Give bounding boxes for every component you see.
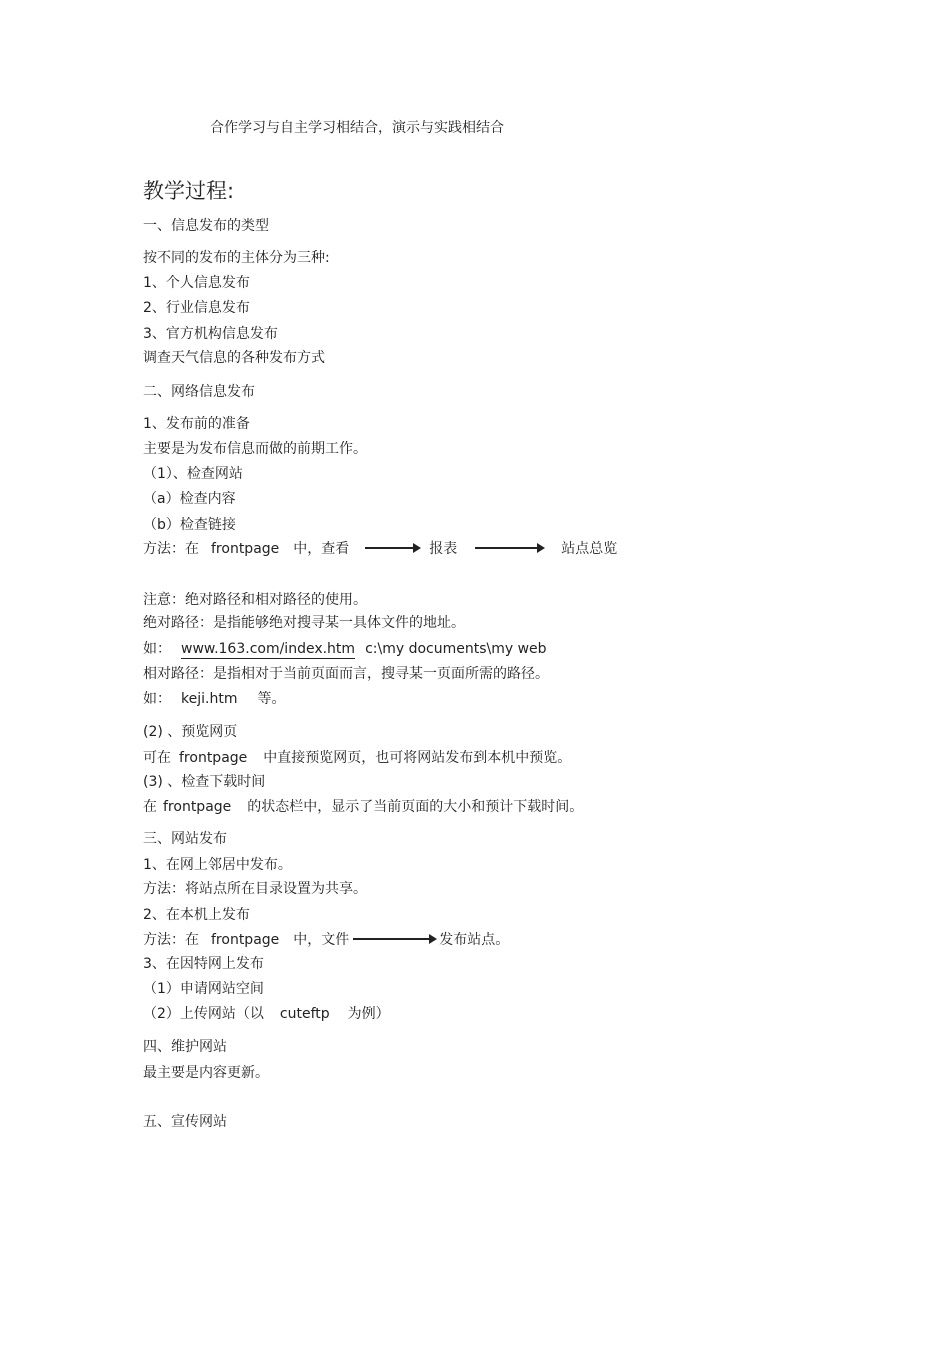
preview-prefix: 可在 xyxy=(143,750,171,766)
section-1-item-1: 1、个人信息发布 xyxy=(143,275,250,291)
download-title: (3) 、检查下载时间 xyxy=(143,774,266,790)
example-file: keji.htm xyxy=(181,691,238,707)
check-links: （b）检查链接 xyxy=(143,517,236,533)
method-line-2 xyxy=(143,931,509,949)
preview-desc xyxy=(143,749,571,767)
section-2-sub-1: 1、发布前的准备 xyxy=(143,416,250,432)
section-3-sub-3: 3、在因特网上发布 xyxy=(143,956,264,972)
download-desc xyxy=(143,798,583,816)
absolute-path-example xyxy=(143,640,547,658)
method-file: 中，文件 xyxy=(293,932,350,948)
section-1-item-3: 3、官方机构信息发布 xyxy=(143,326,278,342)
example-suffix: 等。 xyxy=(257,691,286,707)
upload-site xyxy=(143,1005,390,1023)
page-heading: 教学过程: xyxy=(143,179,235,203)
apply-space: （1）申请网站空间 xyxy=(143,981,264,997)
path-note: 注意：绝对路径和相对路径的使用。 xyxy=(143,592,367,608)
section-3-sub-1: 1、在网上邻居中发布。 xyxy=(143,857,292,873)
cuteftp-term: cuteftp xyxy=(279,1006,330,1022)
example-url: www.163.com/index.htm xyxy=(181,641,356,657)
frontpage-term: frontpage xyxy=(179,750,248,766)
method-view: 中，查看 xyxy=(293,541,350,557)
section-1-intro: 按不同的发布的主体分为三种: xyxy=(143,250,330,266)
site-overview-label: 站点总览 xyxy=(561,541,618,557)
section-3-title: 三、网站发布 xyxy=(143,831,227,847)
section-2-title: 二、网络信息发布 xyxy=(143,384,255,400)
arrow-right-icon xyxy=(365,547,419,549)
upload-suffix: 为例） xyxy=(347,1006,390,1022)
download-prefix: 在 xyxy=(143,799,157,815)
section-4-title: 四、维护网站 xyxy=(143,1039,227,1055)
example-local-path: c:\my documents\my web xyxy=(365,641,547,657)
download-rest: 的状态栏中，显示了当前页面的大小和预计下载时间。 xyxy=(247,799,584,815)
section-3-sub-2: 2、在本机上发布 xyxy=(143,907,250,923)
frontpage-term: frontpage xyxy=(211,541,280,557)
frontpage-term: frontpage xyxy=(211,932,280,948)
arrow-right-icon xyxy=(475,547,543,549)
upload-prefix: （2）上传网站（以 xyxy=(143,1006,264,1022)
preview-title: (2) 、预览网页 xyxy=(143,724,238,740)
publish-site-label: 发布站点。 xyxy=(439,932,510,948)
method-line-1 xyxy=(143,540,617,558)
teaching-method-line: 合作学习与自主学习相结合，演示与实践相结合 xyxy=(210,120,504,136)
section-1-task: 调查天气信息的各种发布方式 xyxy=(143,350,325,366)
report-label: 报表 xyxy=(429,541,458,557)
method-label: 方法：在 xyxy=(143,932,199,948)
section-2-sub-1-desc: 主要是为发布信息而做的前期工作。 xyxy=(143,441,367,457)
relative-path-example xyxy=(143,690,285,708)
section-1-title: 一、信息发布的类型 xyxy=(143,218,269,234)
frontpage-term: frontpage xyxy=(163,799,232,815)
check-site: （1）、检查网站 xyxy=(143,466,243,482)
check-content: （a）检查内容 xyxy=(143,491,236,507)
absolute-path-def: 绝对路径：是指能够绝对搜寻某一具体文件的地址。 xyxy=(143,615,465,631)
section-1-item-2: 2、行业信息发布 xyxy=(143,300,250,316)
section-4-desc: 最主要是内容更新。 xyxy=(143,1065,269,1081)
example-label: 如： xyxy=(143,641,171,657)
preview-rest: 中直接预览网页，也可将网站发布到本机中预览。 xyxy=(263,750,572,766)
arrow-right-icon xyxy=(353,938,435,940)
method-label: 方法：在 xyxy=(143,541,199,557)
relative-path-def: 相对路径：是指相对于当前页面而言，搜寻某一页面所需的路径。 xyxy=(143,666,549,682)
section-3-sub-1-method: 方法：将站点所在目录设置为共享。 xyxy=(143,881,367,897)
example-label: 如： xyxy=(143,691,171,707)
section-5-title: 五、宣传网站 xyxy=(143,1114,227,1130)
